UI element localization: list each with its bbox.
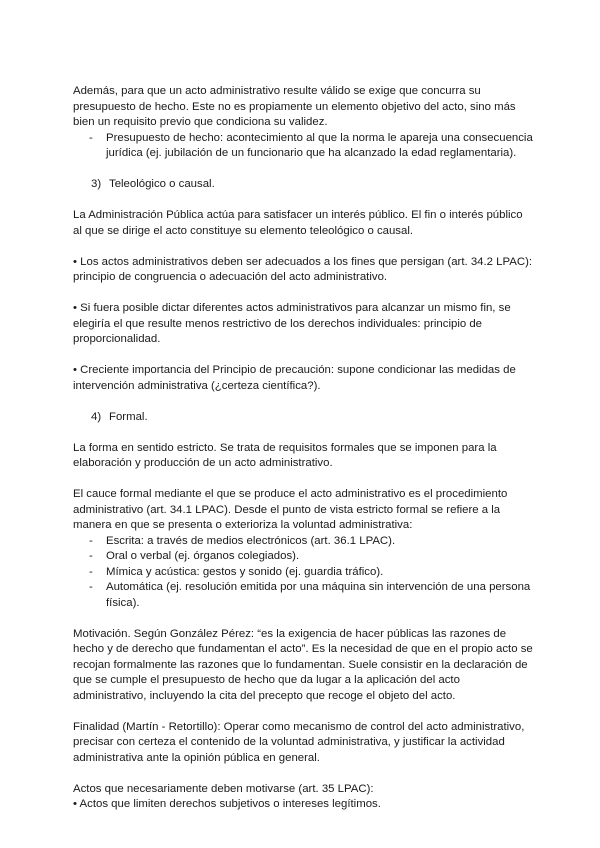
heading-formal <box>73 410 533 426</box>
heading-number: 4) <box>91 410 102 423</box>
heading-number: 3) <box>91 178 102 190</box>
list-formas <box>73 534 533 612</box>
list-item: - Mímica y acústica: gestos y sonido (ej. guardia tráfico). <box>73 565 533 581</box>
paragraph-cauce-formal: El cauce formal mediante el que se produce el acto administrativo es el procedimiento administrativo (art. 34.1 LPAC). Desde el punto de vista estricto formal se refiere a la manera en que se presenta o exterioriza la voluntad administrativa: <box>73 488 508 531</box>
bullet-proporcionalidad: • Si fuera posible dictar diferentes actos administrativos para alcanzar un mismo fin, se elegiría el que resulte menos restrictivo de los derechos individuales: principio de proporcionalidad. <box>73 302 511 345</box>
list-item: - Escrita: a través de medios electrónicos (art. 36.1 LPAC). <box>73 534 533 550</box>
paragraph-finalidad: Finalidad (Martín - Retortillo): Operar como mecanismo de control del acto administrativo, precisar con certeza el contenido de la voluntad administrativa, y justificar la actividad administrativa ante la opinión pública en general. <box>73 720 525 764</box>
paragraph-presupuesto: Además, para que un acto administrativo resulte válido se exige que concurra su presupuesto de hecho. Este no es propiamente un elemento objetivo del acto, sino más bien un requisito previo que condiciona su validez. <box>73 85 516 128</box>
bullet-precaucion: • Creciente importancia del Principio de precaución: supone condicionar las medidas de intervención administrativa (¿certeza científica?). <box>73 364 516 392</box>
paragraph-interes-publico: La Administración Pública actúa para satisfacer un interés público. El fin o interés público al que se dirige el acto constituye su elemento teleológico o causal. <box>73 209 523 237</box>
document-page <box>73 84 533 813</box>
paragraph-forma: La forma en sentido estricto. Se trata de requisitos formales que se imponen para la elaboración y producción de un acto administrativo. <box>73 441 497 469</box>
list-item: - Oral o verbal (ej. órganos colegiados). <box>73 549 533 565</box>
list-item: - Automática (ej. resolución emitida por una máquina sin intervención de una persona física). <box>73 580 533 611</box>
paragraph-motivacion: Motivación. Según González Pérez: “es la exigencia de hacer públicas las razones de hecho y de derecho que fundamentan el acto”. Es la necesidad de que en el propio acto se recojan formalmente las razones que lo fundamentan. Suele consistir en la declaración de que se cumple el presupuesto de hecho que da lugar a la aplicación del acto administrativo, incluyendo la cita del precepto que recoge el objeto del acto. <box>73 627 533 702</box>
heading-text: Teleológico o causal. <box>109 178 215 190</box>
list-item: - Presupuesto de hecho: acontecimiento al que la norma le apareja una consecuencia jurídica (ej. jubilación de un funcionario que ha alcanzado la edad reglamentaria). <box>73 131 533 162</box>
bullet-adecuacion: • Los actos administrativos deben ser adecuados a los fines que persigan (art. 34.2 LPAC): principio de congruencia o adecuación del acto administrativo. <box>73 255 533 283</box>
heading-text: Formal. <box>109 410 148 423</box>
list-presupuesto <box>73 131 533 162</box>
heading-teleologico <box>73 177 533 193</box>
bullet-limiten-derechos: • Actos que limiten derechos subjetivos o intereses legítimos. <box>73 798 381 810</box>
paragraph-actos-motivarse: Actos que necesariamente deben motivarse (art. 35 LPAC): <box>73 782 374 795</box>
